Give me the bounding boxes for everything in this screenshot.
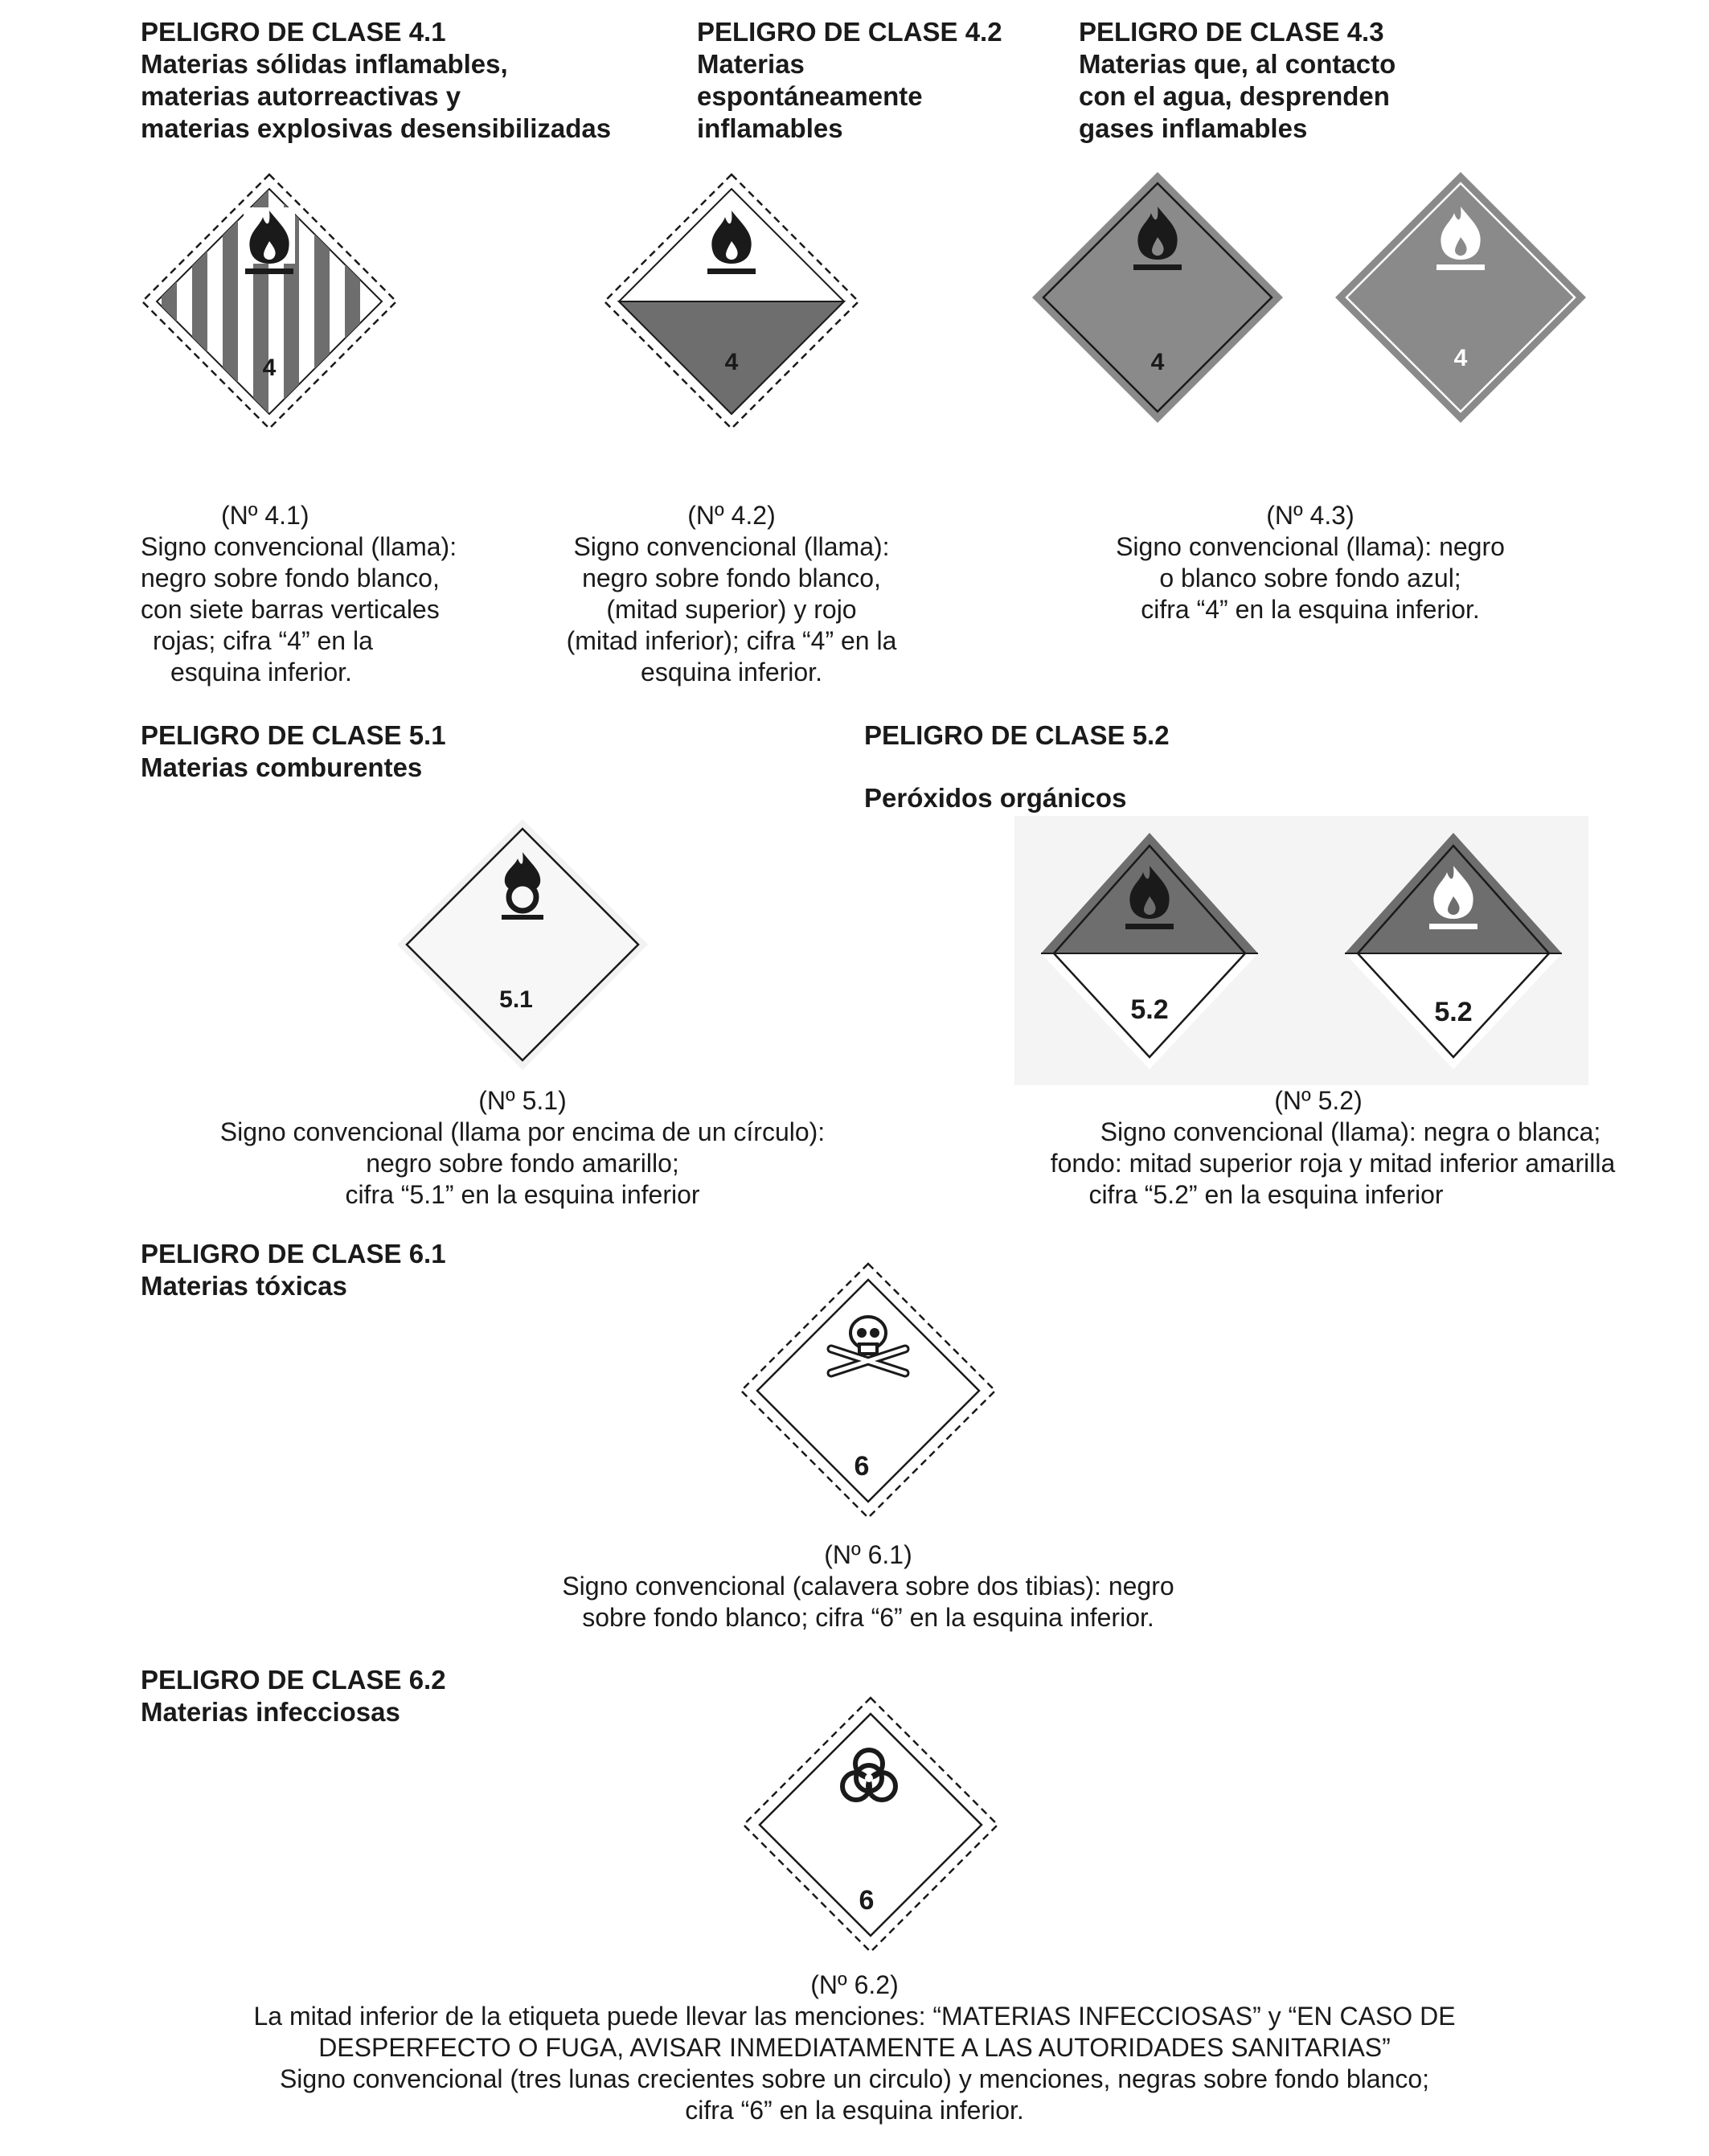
caption-line: con siete barras verticales: [141, 595, 440, 624]
heading-class-4-3: [1079, 16, 1395, 145]
label-class-4-3-white: [1332, 169, 1589, 426]
heading-title: PELIGRO DE CLASE 4.3: [1079, 17, 1384, 47]
caption-line: esquina inferior.: [641, 658, 822, 687]
heading-line: Materias comburentes: [141, 752, 423, 782]
heading-line: inflamables: [697, 113, 843, 143]
class-digit: 4: [724, 349, 739, 375]
caption-number: (Nº 4.2): [687, 501, 776, 530]
heading-class-4-2: [697, 16, 1002, 145]
class-digit: 4: [262, 355, 277, 381]
heading-line: materias explosivas desensibilizadas: [141, 113, 612, 143]
heading-class-6-1: [141, 1238, 446, 1302]
label-class-4-2: [603, 173, 860, 430]
caption-line: esquina inferior.: [170, 658, 352, 687]
class-digit: 4: [1453, 345, 1468, 371]
heading-line: Peróxidos orgánicos: [864, 783, 1127, 813]
heading-line: Materias tóxicas: [141, 1271, 347, 1301]
label-class-6-2: [742, 1696, 999, 1953]
heading-line: espontáneamente: [697, 81, 923, 111]
class-digit: 6: [854, 1451, 870, 1482]
label-class-5-2-black: [1033, 828, 1266, 1069]
caption-line: Signo convencional (calavera sobre dos tibias): negro: [562, 1572, 1174, 1601]
caption-line: DESPERFECTO O FUGA, AVISAR INMEDIATAMENTE A LAS AUTORIDADES SANITARIAS”: [318, 2033, 1391, 2062]
caption-line: negro sobre fondo blanco,: [141, 564, 440, 592]
heading-line: Materias sólidas inflamables,: [141, 49, 508, 79]
heading-title: PELIGRO DE CLASE 6.2: [141, 1665, 446, 1695]
caption-line: Signo convencional (llama): negro: [1116, 532, 1505, 561]
caption-class-6-1: [482, 1539, 1254, 1633]
caption-line: cifra “5.1” en la esquina inferior: [345, 1180, 700, 1209]
class-digit: 6: [859, 1885, 875, 1916]
caption-number: (Nº 5.1): [478, 1086, 567, 1115]
heading-title: PELIGRO DE CLASE 5.2: [864, 720, 1170, 750]
caption-line: negro sobre fondo amarillo;: [366, 1149, 679, 1178]
label-class-4-1: [141, 173, 398, 430]
caption-class-4-1: [141, 500, 478, 688]
caption-class-5-1: [145, 1085, 900, 1211]
heading-class-6-2: [141, 1664, 446, 1728]
label-class-5-2-white: [1337, 828, 1570, 1069]
heading-line: con el agua, desprenden: [1079, 81, 1390, 111]
caption-class-4-2: [555, 500, 908, 688]
caption-line: fondo: mitad superior roja y mitad inferior amarilla: [1050, 1149, 1616, 1178]
heading-title: PELIGRO DE CLASE 6.1: [141, 1239, 446, 1269]
caption-line: Signo convencional (llama): negra o blanca;: [1100, 1117, 1601, 1146]
class-digit: 5.2: [1130, 994, 1169, 1025]
caption-line: o blanco sobre fondo azul;: [1159, 564, 1461, 592]
heading-line: Materias que, al contacto: [1079, 49, 1396, 79]
caption-number: (Nº 6.2): [810, 1970, 899, 1999]
class-digit: 4: [1150, 349, 1165, 375]
caption-line: Signo convencional (llama por encima de un círculo):: [219, 1117, 826, 1146]
label-class-5-1: [394, 816, 651, 1073]
heading-line: gases inflamables: [1079, 113, 1308, 143]
caption-number: (Nº 5.2): [1274, 1086, 1363, 1115]
caption-line: cifra “5.2” en la esquina inferior: [1088, 1180, 1444, 1209]
heading-class-5-2: [864, 719, 1170, 814]
heading-line: Materias: [697, 49, 805, 79]
caption-line: Signo convencional (llama):: [573, 532, 890, 561]
label-class-4-3-black: [1029, 169, 1286, 426]
caption-number: (Nº 6.1): [824, 1540, 912, 1569]
heading-title: PELIGRO DE CLASE 4.1: [141, 17, 446, 47]
caption-line: (mitad superior) y rojo: [606, 595, 857, 624]
caption-class-5-2: [981, 1085, 1656, 1211]
caption-number: (Nº 4.3): [1266, 501, 1354, 530]
label-class-6-1: [740, 1262, 997, 1519]
caption-line: Signo convencional (llama):: [141, 532, 457, 561]
heading-title: PELIGRO DE CLASE 5.1: [141, 720, 446, 750]
heading-class-4-1: [141, 16, 611, 145]
caption-line: sobre fondo blanco; cifra “6” en la esquina inferior.: [582, 1603, 1154, 1632]
caption-class-4-3: [1077, 500, 1543, 625]
caption-number: (Nº 4.1): [221, 501, 309, 530]
caption-line: Signo convencional (tres lunas crecientes sobre un circulo) y menciones, negras sobre fondo blanco;: [279, 2064, 1430, 2093]
caption-line: negro sobre fondo blanco,: [582, 564, 881, 592]
caption-line: cifra “6” en la esquina inferior.: [685, 2096, 1024, 2125]
class-digit: 5.2: [1434, 997, 1473, 1027]
class-digit: 5.1: [499, 986, 533, 1013]
caption-line: rojas; cifra “4” en la: [153, 626, 373, 655]
caption-line: La mitad inferior de la etiqueta puede llevar las menciones: “MATERIAS INFECCIOSAS” y “EN CASO DE: [253, 2002, 1456, 2031]
caption-class-6-2: [91, 1970, 1618, 2126]
heading-line: Materias infecciosas: [141, 1697, 400, 1727]
caption-line: cifra “4” en la esquina inferior.: [1141, 595, 1480, 624]
heading-class-5-1: [141, 719, 446, 784]
heading-line: materias autorreactivas y: [141, 81, 461, 111]
heading-title: PELIGRO DE CLASE 4.2: [697, 17, 1002, 47]
caption-line: (mitad inferior); cifra “4” en la: [566, 626, 897, 655]
